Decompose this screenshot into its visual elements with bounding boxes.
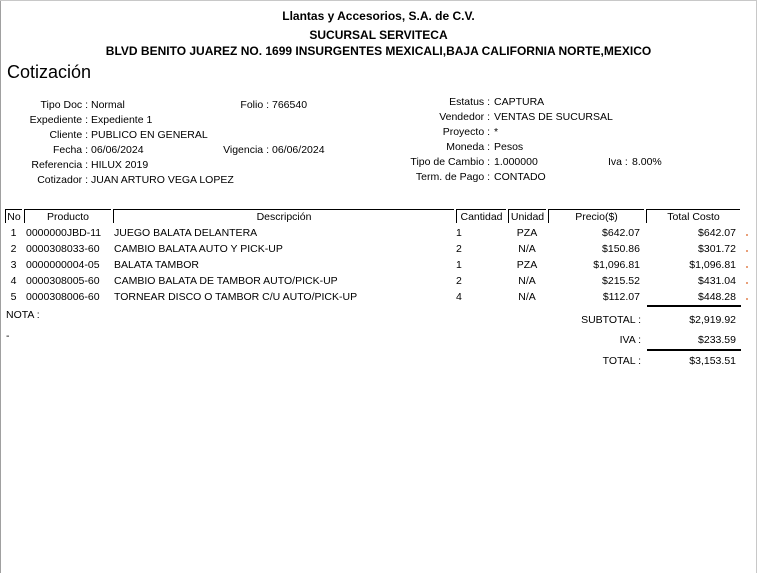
expediente-label: Expediente : bbox=[29, 114, 88, 126]
row-producto: 0000000004-05 bbox=[26, 259, 100, 271]
col-header-total-costo: Total Costo bbox=[646, 209, 740, 223]
term-pago-value: CONTADO bbox=[494, 171, 546, 183]
row-no: 1 bbox=[10, 227, 17, 239]
row-cantidad: 2 bbox=[456, 243, 462, 255]
row-precio: $642.07 bbox=[602, 227, 640, 239]
iva-rate-label: Iva : bbox=[608, 156, 628, 168]
row-no: 5 bbox=[10, 291, 17, 303]
tipo-cambio-label: Tipo de Cambio : bbox=[410, 156, 490, 168]
row-unidad: N/A bbox=[518, 243, 536, 255]
col-header-unidad: Unidad bbox=[508, 209, 546, 223]
row-marker bbox=[746, 250, 748, 252]
row-descripcion: BALATA TAMBOR bbox=[114, 259, 199, 271]
company-name: Llantas y Accesorios, S.A. de C.V. bbox=[282, 9, 475, 23]
branch-name: SUCURSAL SERVITECA bbox=[309, 28, 448, 42]
row-marker bbox=[746, 266, 748, 268]
vendedor-label: Vendedor : bbox=[439, 111, 490, 123]
col-header-no: No bbox=[5, 209, 22, 223]
row-producto: 0000308005-60 bbox=[26, 275, 100, 287]
row-cantidad: 1 bbox=[456, 227, 462, 239]
cotizador-value: JUAN ARTURO VEGA LOPEZ bbox=[91, 174, 234, 186]
row-unidad: PZA bbox=[516, 259, 538, 271]
document-title: Cotización bbox=[7, 62, 92, 82]
referencia-label: Referencia : bbox=[31, 159, 88, 171]
company-address: BLVD BENITO JUAREZ NO. 1699 INSURGENTES MEXICALI,BAJA CALIFORNIA NORTE,MEXICO bbox=[105, 44, 652, 58]
vendedor-value: VENTAS DE SUCURSAL bbox=[494, 111, 613, 123]
cliente-label: Cliente : bbox=[49, 129, 88, 141]
row-total: $431.04 bbox=[698, 275, 736, 287]
window-top-border bbox=[0, 0, 757, 1]
col-header-producto: Producto bbox=[24, 209, 111, 223]
expediente-value: Expediente 1 bbox=[91, 114, 153, 126]
nota-label: NOTA : bbox=[6, 309, 40, 321]
cotizador-label: Cotizador : bbox=[37, 174, 88, 186]
row-marker bbox=[746, 282, 748, 284]
iva-rate-value: 8.00% bbox=[632, 156, 662, 168]
row-descripcion: TORNEAR DISCO O TAMBOR C/U AUTO/PICK-UP bbox=[114, 291, 358, 303]
row-marker bbox=[746, 298, 748, 300]
row-precio: $1,096.81 bbox=[593, 259, 640, 271]
subtotal-rule bbox=[647, 305, 741, 307]
row-unidad: N/A bbox=[518, 275, 536, 287]
folio-value: 766540 bbox=[272, 99, 308, 111]
col-header-cantidad: Cantidad bbox=[456, 209, 506, 223]
tipo-cambio-value: 1.000000 bbox=[494, 156, 538, 168]
col-header-descripcion: Descripción bbox=[113, 209, 454, 223]
row-producto: 0000000JBD-11 bbox=[26, 227, 102, 239]
row-cantidad: 4 bbox=[456, 291, 462, 303]
nota-value: - bbox=[6, 330, 10, 342]
tipo-doc-value: Normal bbox=[91, 99, 125, 111]
row-total: $1,096.81 bbox=[689, 259, 736, 271]
iva-label: IVA : bbox=[619, 334, 641, 346]
col-header-precio: Precio($) bbox=[548, 209, 644, 223]
row-cantidad: 2 bbox=[456, 275, 462, 287]
term-pago-label: Term. de Pago : bbox=[415, 171, 490, 183]
total-rule bbox=[647, 349, 741, 351]
row-no: 4 bbox=[10, 275, 17, 287]
fecha-label: Fecha : bbox=[52, 144, 88, 156]
proyecto-value: * bbox=[494, 126, 499, 138]
row-producto: 0000308006-60 bbox=[26, 291, 100, 303]
subtotal-label: SUBTOTAL : bbox=[581, 314, 641, 326]
row-descripcion: CAMBIO BALATA AUTO Y PICK-UP bbox=[114, 243, 283, 255]
row-marker bbox=[746, 234, 748, 236]
row-total: $642.07 bbox=[698, 227, 736, 239]
vigencia-value: 06/06/2024 bbox=[272, 144, 325, 156]
row-precio: $112.07 bbox=[602, 291, 640, 303]
total-label: TOTAL : bbox=[602, 355, 641, 367]
subtotal-value: $2,919.92 bbox=[689, 314, 736, 326]
row-no: 2 bbox=[10, 243, 17, 255]
estatus-label: Estatus : bbox=[449, 96, 490, 108]
row-producto: 0000308033-60 bbox=[26, 243, 100, 255]
referencia-value: HILUX 2019 bbox=[91, 159, 149, 171]
folio-label: Folio : bbox=[240, 99, 269, 111]
moneda-value: Pesos bbox=[494, 141, 524, 153]
window-left-border bbox=[0, 0, 1, 573]
moneda-label: Moneda : bbox=[446, 141, 490, 153]
total-value: $3,153.51 bbox=[689, 355, 736, 367]
row-cantidad: 1 bbox=[456, 259, 462, 271]
proyecto-label: Proyecto : bbox=[442, 126, 490, 138]
row-unidad: N/A bbox=[518, 291, 536, 303]
row-total: $301.72 bbox=[698, 243, 736, 255]
row-descripcion: JUEGO BALATA DELANTERA bbox=[114, 227, 258, 239]
row-total: $448.28 bbox=[698, 291, 736, 303]
fecha-value: 06/06/2024 bbox=[91, 144, 144, 156]
row-precio: $150.86 bbox=[602, 243, 640, 255]
vigencia-label: Vigencia : bbox=[223, 144, 269, 156]
cliente-value: PUBLICO EN GENERAL bbox=[91, 129, 208, 141]
row-unidad: PZA bbox=[516, 227, 538, 239]
tipo-doc-label: Tipo Doc : bbox=[40, 99, 88, 111]
iva-value: $233.59 bbox=[698, 334, 736, 346]
estatus-value: CAPTURA bbox=[494, 96, 545, 108]
row-precio: $215.52 bbox=[602, 275, 640, 287]
row-no: 3 bbox=[10, 259, 17, 271]
row-descripcion: CAMBIO BALATA DE TAMBOR AUTO/PICK-UP bbox=[114, 275, 338, 287]
